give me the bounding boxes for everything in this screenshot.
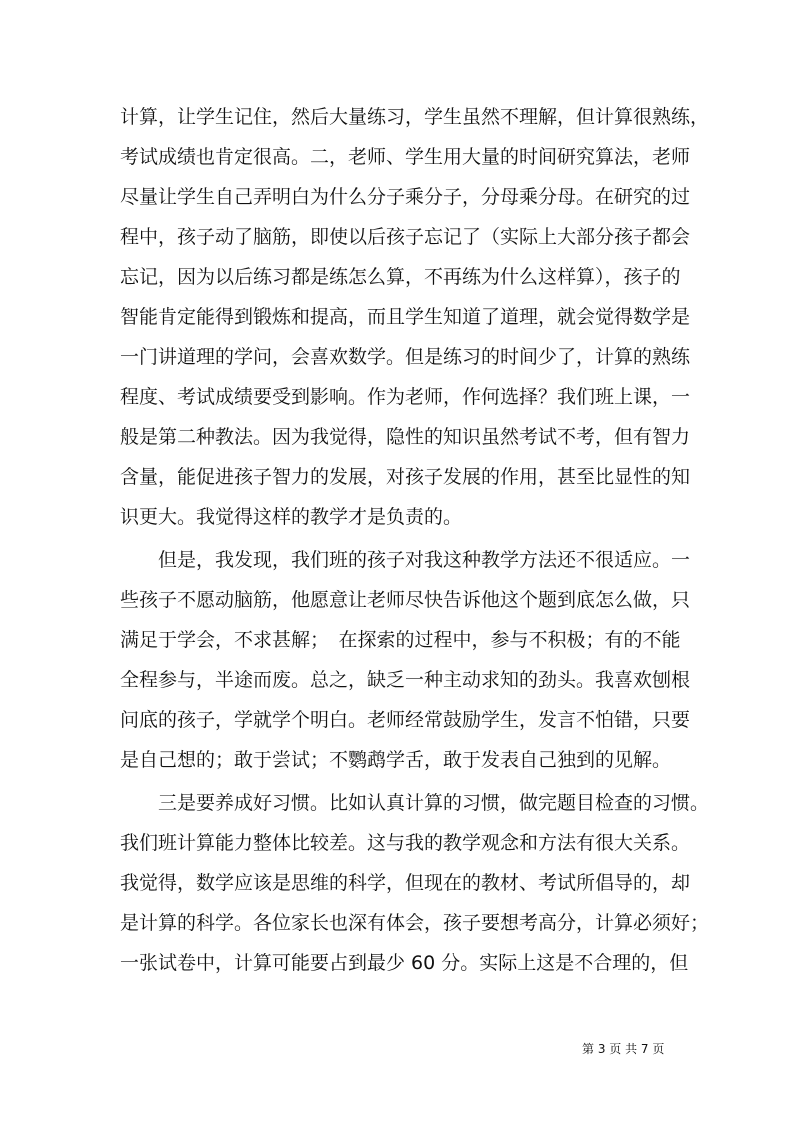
text-line: 满足于学会，不求甚解； 在探索的过程中，参与不积极；有的不能 [120,629,681,651]
text-line: 计算，让学生记住，然后大量练习，学生虽然不理解，但计算很熟练， [120,106,710,128]
text-line: 一张试卷中，计算可能要占到最少 60 分。实际上这是不合理的，但 [120,952,689,974]
text-line: 问底的孩子，学就学个明白。老师经常鼓励学生，发言不怕错，只要 [120,709,691,731]
text-line: 一门讲道理的学问，会喜欢数学。但是练习的时间少了，计算的熟练 [120,346,691,368]
text-line: 全程参与，半途而废。总之，缺乏一种主动求知的劲头。我喜欢刨根 [120,669,691,691]
text-line: 我觉得，数学应该是思维的科学，但现在的教材、考试所倡导的，却 [120,872,691,894]
text-line: 是自己想的；敢于尝试；不鹦鹉学舌，敢于发表自己独到的见解。 [120,749,672,771]
text-line: 程中，孩子动了脑筋，即使以后孩子忘记了（实际上大部分孩子都会 [120,226,691,248]
text-line: 忘记，因为以后练习都是练怎么算，不再练为什么这样算），孩子的 [120,266,681,288]
text-line: 尽量让学生自己弄明白为什么分子乘分子，分母乘分母。在研究的过 [120,186,691,208]
page-number: 第 3 页 共 7 页 [582,1042,665,1056]
text-line: 但是，我发现，我们班的孩子对我这种教学方法还不很适应。一 [120,549,691,571]
text-line: 三是要养成好习惯。比如认真计算的习惯，做完题目检查的习惯。 [120,792,710,814]
text-line: 我们班计算能力整体比较差。这与我的教学观念和方法有很大关系。 [120,832,691,854]
text-line: 考试成绩也肯定很高。二，老师、学生用大量的时间研究算法，老师 [120,146,691,168]
text-line: 智能肯定能得到锻炼和提高，而且学生知道了道理，就会觉得数学是 [120,306,691,328]
text-line: 些孩子不愿动脑筋，他愿意让老师尽快告诉他这个题到底怎么做，只 [120,589,691,611]
text-line: 识更大。我觉得这样的教学才是负责的。 [120,506,463,528]
text-line: 程度、考试成绩要受到影响。作为老师，作何选择？我们班上课，一 [120,386,691,408]
text-line: 般是第二种教法。因为我觉得，隐性的知识虽然考试不考，但有智力 [120,426,691,448]
text-line: 是计算的科学。各位家长也深有体会，孩子要想考高分，计算必须好； [120,912,710,934]
text-line: 含量，能促进孩子智力的发展，对孩子发展的作用，甚至比显性的知 [120,466,691,488]
